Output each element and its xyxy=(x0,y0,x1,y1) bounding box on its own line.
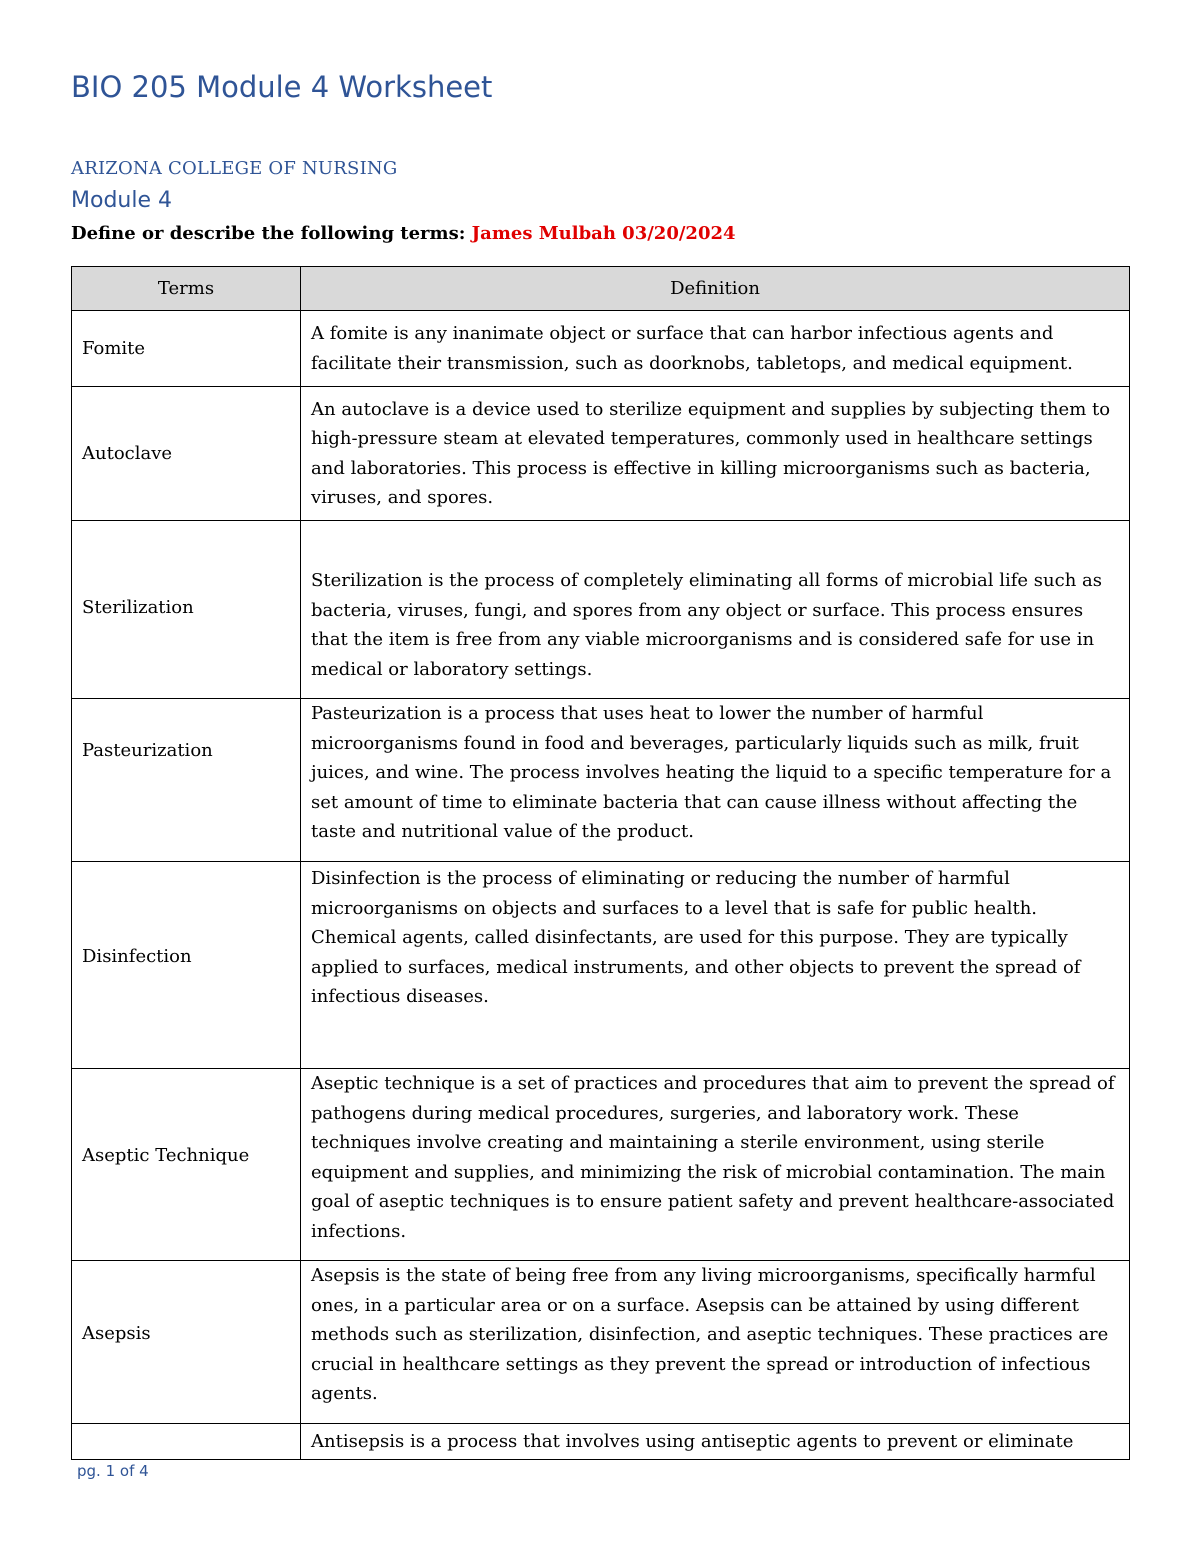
table-row xyxy=(72,699,1130,862)
table-row xyxy=(72,387,1130,521)
term-cell: Asepsis xyxy=(72,1261,301,1424)
term-cell: Fomite xyxy=(72,311,301,387)
table-row xyxy=(72,1424,1130,1460)
definition-cell: Aseptic technique is a set of practices and procedures that aim to prevent the spread of pathogens during medical procedures, surgeries, and laboratory work. These techniques involve creating and maintaining a sterile environment, using sterile equipment and supplies, and minimizing the risk of microbial contamination. The main goal of aseptic techniques is to ensure patient safety and prevent healthcare-associated infections. xyxy=(301,1069,1130,1261)
definition-cell: Asepsis is the state of being free from any living microorganisms, specifically harmful ones, in a particular area or on a surface. Asepsis can be attained by using different methods such as sterilization, disinfection, and aseptic techniques. These practices are crucial in healthcare settings as they prevent the spread or introduction of infectious agents. xyxy=(301,1261,1130,1424)
module-heading: Module 4 xyxy=(71,188,172,213)
definition-cell: Antisepsis is a process that involves using antiseptic agents to prevent or eliminate xyxy=(301,1424,1130,1460)
term-cell: Pasteurization xyxy=(72,699,301,862)
column-header-definition: Definition xyxy=(301,267,1130,311)
term-cell: Disinfection xyxy=(72,862,301,1069)
definition-cell: Disinfection is the process of eliminating or reducing the number of harmful microorganisms on objects and surfaces to a level that is safe for public health. Chemical agents, called disinfectants, are used for this purpose. They are typically applied to surfaces, medical instruments, and other objects to prevent the spread of infectious diseases. xyxy=(301,862,1130,1069)
table-row xyxy=(72,311,1130,387)
table-row xyxy=(72,862,1130,1069)
instruction-label: Define or describe the following terms: xyxy=(71,223,466,244)
term-cell: Sterilization xyxy=(72,521,301,699)
table-header-row xyxy=(72,267,1130,311)
table-row xyxy=(72,1261,1130,1424)
definition-cell: A fomite is any inanimate object or surface that can harbor infectious agents and facilitate their transmission, such as doorknobs, tabletops, and medical equipment. xyxy=(301,311,1130,387)
term-cell xyxy=(72,1424,301,1460)
definition-cell: Sterilization is the process of completely eliminating all forms of microbial life such as bacteria, viruses, fungi, and spores from any object or surface. This process ensures that the item is free from any viable microorganisms and is considered safe for use in medical or laboratory settings. xyxy=(301,521,1130,699)
term-cell: Autoclave xyxy=(72,387,301,521)
column-header-terms: Terms xyxy=(72,267,301,311)
term-cell: Aseptic Technique xyxy=(72,1069,301,1261)
table-row xyxy=(72,521,1130,699)
student-name-date: James Mulbah 03/20/2024 xyxy=(471,223,736,244)
definition-cell: An autoclave is a device used to sterilize equipment and supplies by subjecting them to high-pressure steam at elevated temperatures, commonly used in healthcare settings and laboratories. This process is effective in killing microorganisms such as bacteria, viruses, and spores. xyxy=(301,387,1130,521)
instruction-line xyxy=(71,223,736,244)
definition-cell: Pasteurization is a process that uses heat to lower the number of harmful microorganisms found in food and beverages, particularly liquids such as milk, fruit juices, and wine. The process involves heating the liquid to a specific temperature for a set amount of time to eliminate bacteria that can cause illness without affecting the taste and nutritional value of the product. xyxy=(301,699,1130,862)
page-number: pg. 1 of 4 xyxy=(77,1462,149,1480)
table-row xyxy=(72,1069,1130,1261)
college-name: ARIZONA COLLEGE OF NURSING xyxy=(71,158,398,179)
document-title: BIO 205 Module 4 Worksheet xyxy=(71,70,493,104)
terms-table xyxy=(71,266,1130,1460)
